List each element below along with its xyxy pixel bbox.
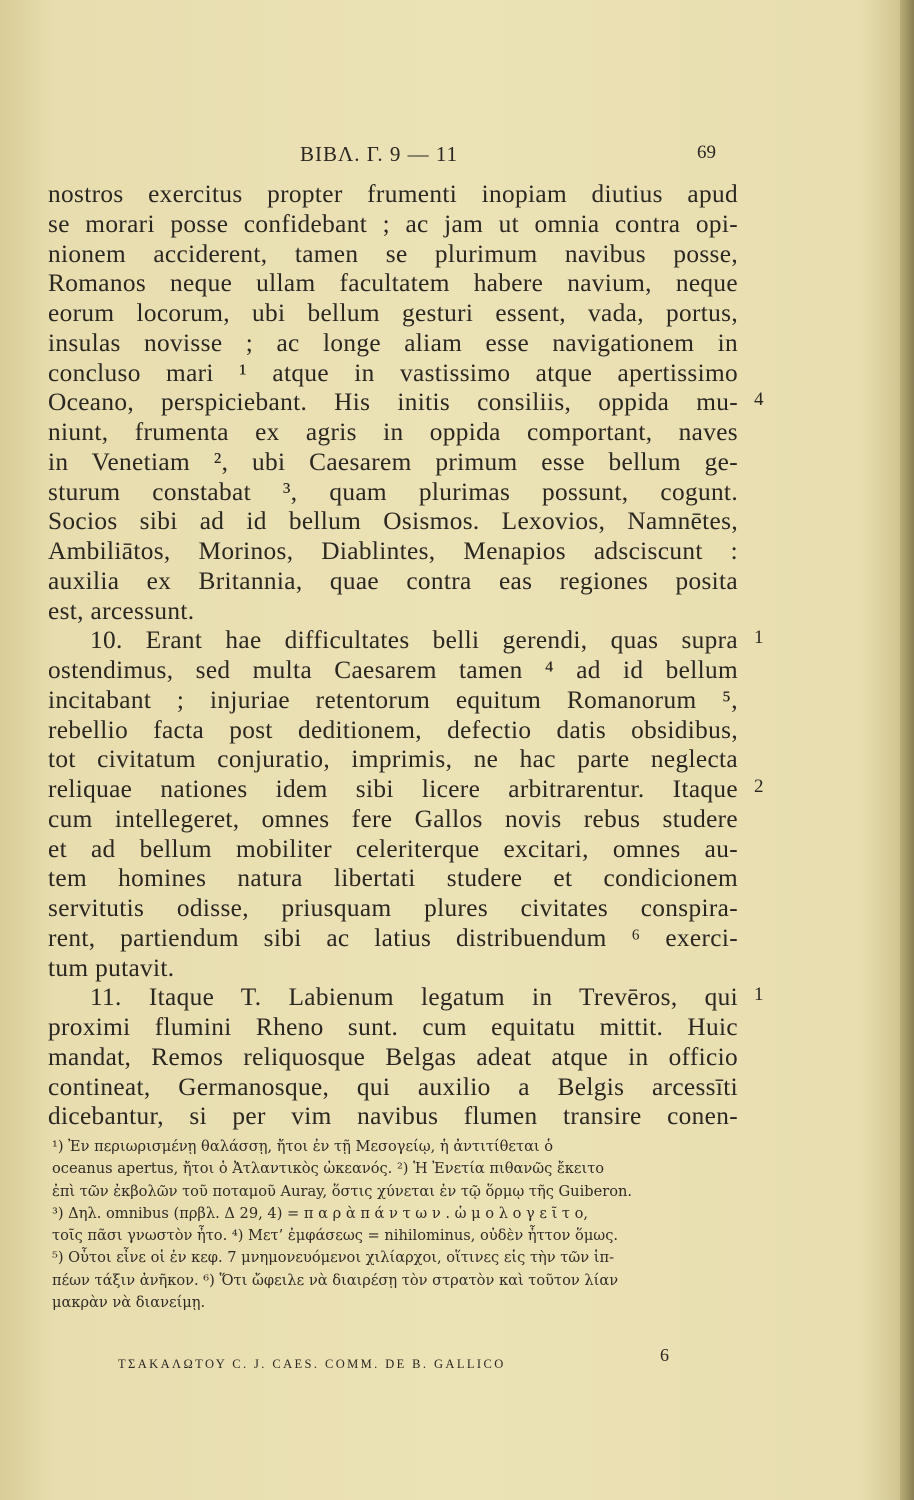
text-line: se morari posse confidebant ; ac jam ut omnia contra opi- xyxy=(48,209,738,238)
text-line: proximi flumini Rheno sunt. cum equitatu mittit. Huic xyxy=(48,1013,738,1041)
page-number: 69 xyxy=(697,142,716,163)
page-edge xyxy=(900,0,914,1500)
text-line: sturum constabat ³, quam plurimas possunt, cogunt. xyxy=(48,477,738,506)
text-line: eorum locorum, ubi bellum gesturi essent, vada, portus, xyxy=(48,299,738,327)
text-line: concluso mari ¹ atque in vastissimo atque apertissimo xyxy=(48,358,738,387)
text-line: nostros exercitus propter frumenti inopiam diutius apud xyxy=(48,180,738,208)
chapter-11-start: 11. Itaque T. Labienum legatum in Trevēros, qui xyxy=(90,983,738,1012)
text-line: rent, partiendum sibi ac latius distribuendum ⁶ exerci- xyxy=(48,923,738,952)
footnotes xyxy=(52,1136,764,1314)
margin-number: 1 xyxy=(754,984,764,1005)
text-line: incitabant ; injuriae retentorum equitum Romanorum ⁵, xyxy=(48,685,738,714)
text-line: mandat, Remos reliquosque Belgas adeat atque in officio xyxy=(48,1042,738,1071)
body-text xyxy=(48,180,738,1132)
text-line: tem homines natura libertati studere et condicionem xyxy=(48,864,738,893)
text-line: Socios sibi ad id bellum Osismos. Lexovios, Namnētes, xyxy=(48,507,738,536)
text-line: auxilia ex Britannia, quae contra eas regiones posita xyxy=(48,566,738,595)
text-line: ostendimus, sed multa Caesarem tamen ⁴ ad id bellum xyxy=(48,656,738,684)
margin-number: 4 xyxy=(754,389,764,410)
margin-number: 1 xyxy=(754,627,764,648)
text-line: Ambiliātos, Morinos, Diablintes, Menapios adsciscunt : xyxy=(48,537,738,565)
printer-signature: ΤΣΑΚΑΛΩΤΟΥ C. J. CAES. COMM. DE B. GALLICO xyxy=(118,1357,506,1371)
text-line: Romanos neque ullam facultatem habere navium, neque xyxy=(48,269,738,298)
text-line: niunt, frumenta ex agris in oppida comportant, naves xyxy=(48,418,738,446)
text-line: tum putavit. xyxy=(48,953,175,982)
signature-number: 6 xyxy=(660,1345,669,1365)
footnote-line: oceanus apertus, ἤτοι ὁ Ἀτλαντικὸς ὠκεανός. ²) Ἡ Ἐνετία πιθανῶς ἔκειτο xyxy=(52,1160,605,1178)
footnote-line: ἐπὶ τῶν ἐκβολῶν τοῦ ποταμοῦ Auray, ὅστις χύνεται ἐν τῷ ὅρμῳ τῆς Guiberon. xyxy=(52,1182,633,1200)
text-line: nionem acciderent, tamen se plurimum navibus posse, xyxy=(48,239,738,268)
text-line: servitutis odisse, priusquam plures civitates conspira- xyxy=(48,894,738,922)
text-line: in Venetiam ², ubi Caesarem primum esse bellum ge- xyxy=(48,447,738,476)
text-line: insulas novisse ; ac longe aliam esse navigationem in xyxy=(48,328,738,357)
running-head: ΒΙΒΛ. Γ. 9 — 11 xyxy=(300,142,459,166)
text-line: est, arcessunt. xyxy=(48,596,195,625)
text-line: dicebantur, si per vim navibus flumen transire conen- xyxy=(48,1102,738,1131)
text-line: rebellio facta post deditionem, defectio datis obsidibus, xyxy=(48,715,738,744)
footnote-line: ¹) Ἐν περιωρισμένῃ θαλάσσῃ, ἤτοι ἐν τῇ Μεσογείῳ, ἡ ἀντιτίθεται ὁ xyxy=(52,1138,554,1155)
footnote-line: τοῖς πᾶσι γνωστὸν ἦτο. ⁴) Μετ’ ἐμφάσεως = nihilominus, οὐδὲν ἧττον ὅμως. xyxy=(52,1227,619,1245)
page-header xyxy=(0,142,914,172)
text-line: contineat, Germanosque, qui auxilio a Belgis arcessīti xyxy=(48,1072,738,1101)
text-line: tot civitatum conjuratio, imprimis, ne hac parte neglecta xyxy=(48,745,738,774)
margin-number: 2 xyxy=(754,776,764,797)
footnote-line: ³) Δηλ. omnibus (πρβλ. Δ 29, 4) = π α ρ ὰ π ά ν τ ω ν . ὡ μ ο λ ο γ ε ῖ τ ο, xyxy=(52,1204,589,1222)
text-line: reliquae nationes idem sibi licere arbitrarentur. Itaque xyxy=(48,775,738,803)
text-line: et ad bellum mobiliter celeriterque excitari, omnes au- xyxy=(48,834,738,863)
text-line: Oceano, perspiciebant. His initis consiliis, oppida mu- xyxy=(48,388,738,417)
text-line: cum intellegeret, omnes fere Gallos novis rebus studere xyxy=(48,804,738,833)
chapter-10-start: 10. Erant hae difficultates belli gerendi, quas supra xyxy=(90,626,738,655)
footnote-line: ⁵) Οὗτοι εἶνε οἱ ἐν κεφ. 7 μνημονευόμενοι χιλίαρχοι, οἵτινες εἰς τὴν τῶν ἱπ- xyxy=(52,1249,615,1267)
footnote-line: πέων τάξιν ἀνῆκον. ⁶) Ὅτι ὤφειλε νὰ διαιρέσῃ τὸν στρατὸν καὶ τοῦτον λίαν xyxy=(52,1271,619,1289)
footnote-line: μακρὰν νὰ διανείμῃ. xyxy=(52,1294,206,1312)
